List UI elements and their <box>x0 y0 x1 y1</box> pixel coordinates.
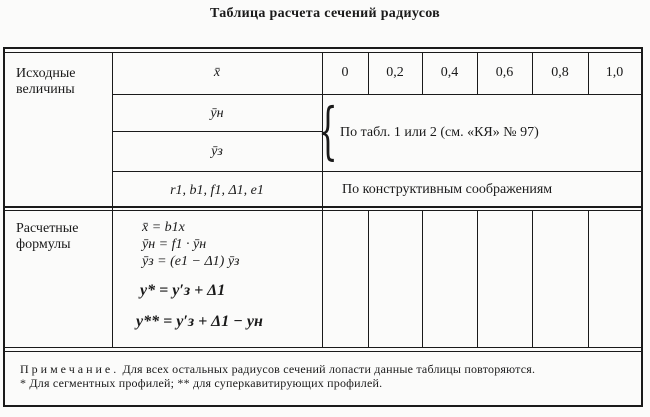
brace-text: По табл. 1 или 2 (см. «КЯ» № 97) <box>340 125 539 140</box>
x-value-0-2: 0,2 <box>386 65 404 80</box>
source-label-line1: Исходные <box>16 66 76 81</box>
yn-symbol: ȳн <box>210 106 224 121</box>
rule-section <box>5 206 641 208</box>
params-symbols: r1, b1, f1, Δ1, e1 <box>170 183 264 198</box>
formula-label-line1: Расчетные <box>16 221 79 236</box>
rule-notes-inner <box>5 351 641 352</box>
x-value-0-8: 0,8 <box>551 65 569 80</box>
note-label: Примечание. <box>20 362 120 376</box>
yz-symbol: ȳз <box>211 144 223 159</box>
params-text: По конструктивным соображениям <box>342 182 553 197</box>
rule-formula-col-1 <box>368 210 369 347</box>
rule-yz-row <box>112 171 641 172</box>
formula-yz: ȳз = (e1 − Δ1) ȳз <box>142 254 240 269</box>
note-footnote: * Для сегментных профилей; ** для суперкавитирующих профилей. <box>20 376 383 390</box>
rule-label-col <box>112 52 113 347</box>
table-title: Таблица расчета сечений радиусов <box>209 6 441 21</box>
table-note <box>20 362 630 390</box>
formula-y-star: y* = y′з + Δ1 <box>140 282 226 299</box>
curly-brace-icon: { <box>318 94 338 167</box>
rule-yn-row <box>112 131 322 132</box>
rule-formula-col-4 <box>532 210 533 347</box>
formula-yn: ȳн = f1 · ȳн <box>142 237 207 252</box>
note-text: Для всех остальных радиусов сечений лопасти данные таблицы повторяются. <box>122 362 536 376</box>
x-value-1-0: 1,0 <box>605 65 624 80</box>
rule-x-row <box>112 94 641 95</box>
rule-formula-col-5 <box>588 210 589 347</box>
source-label-line2: величины <box>16 82 75 97</box>
rule-top-inner <box>5 52 641 53</box>
rule-notes <box>5 347 641 348</box>
formula-y-double-star: y** = y′з + Δ1 − yн <box>136 313 263 330</box>
x-value-0-6: 0,6 <box>495 65 514 80</box>
x-value-0: 0 <box>341 65 349 80</box>
rule-formula-col-2 <box>422 210 423 347</box>
x-symbol: x̄ <box>213 65 221 80</box>
x-value-0-4: 0,4 <box>440 65 459 80</box>
formula-label-line2: формулы <box>16 237 71 252</box>
rule-formula-col-3 <box>477 210 478 347</box>
rule-section-inner <box>5 210 641 211</box>
formula-x: x̄ = b1x <box>142 220 185 235</box>
